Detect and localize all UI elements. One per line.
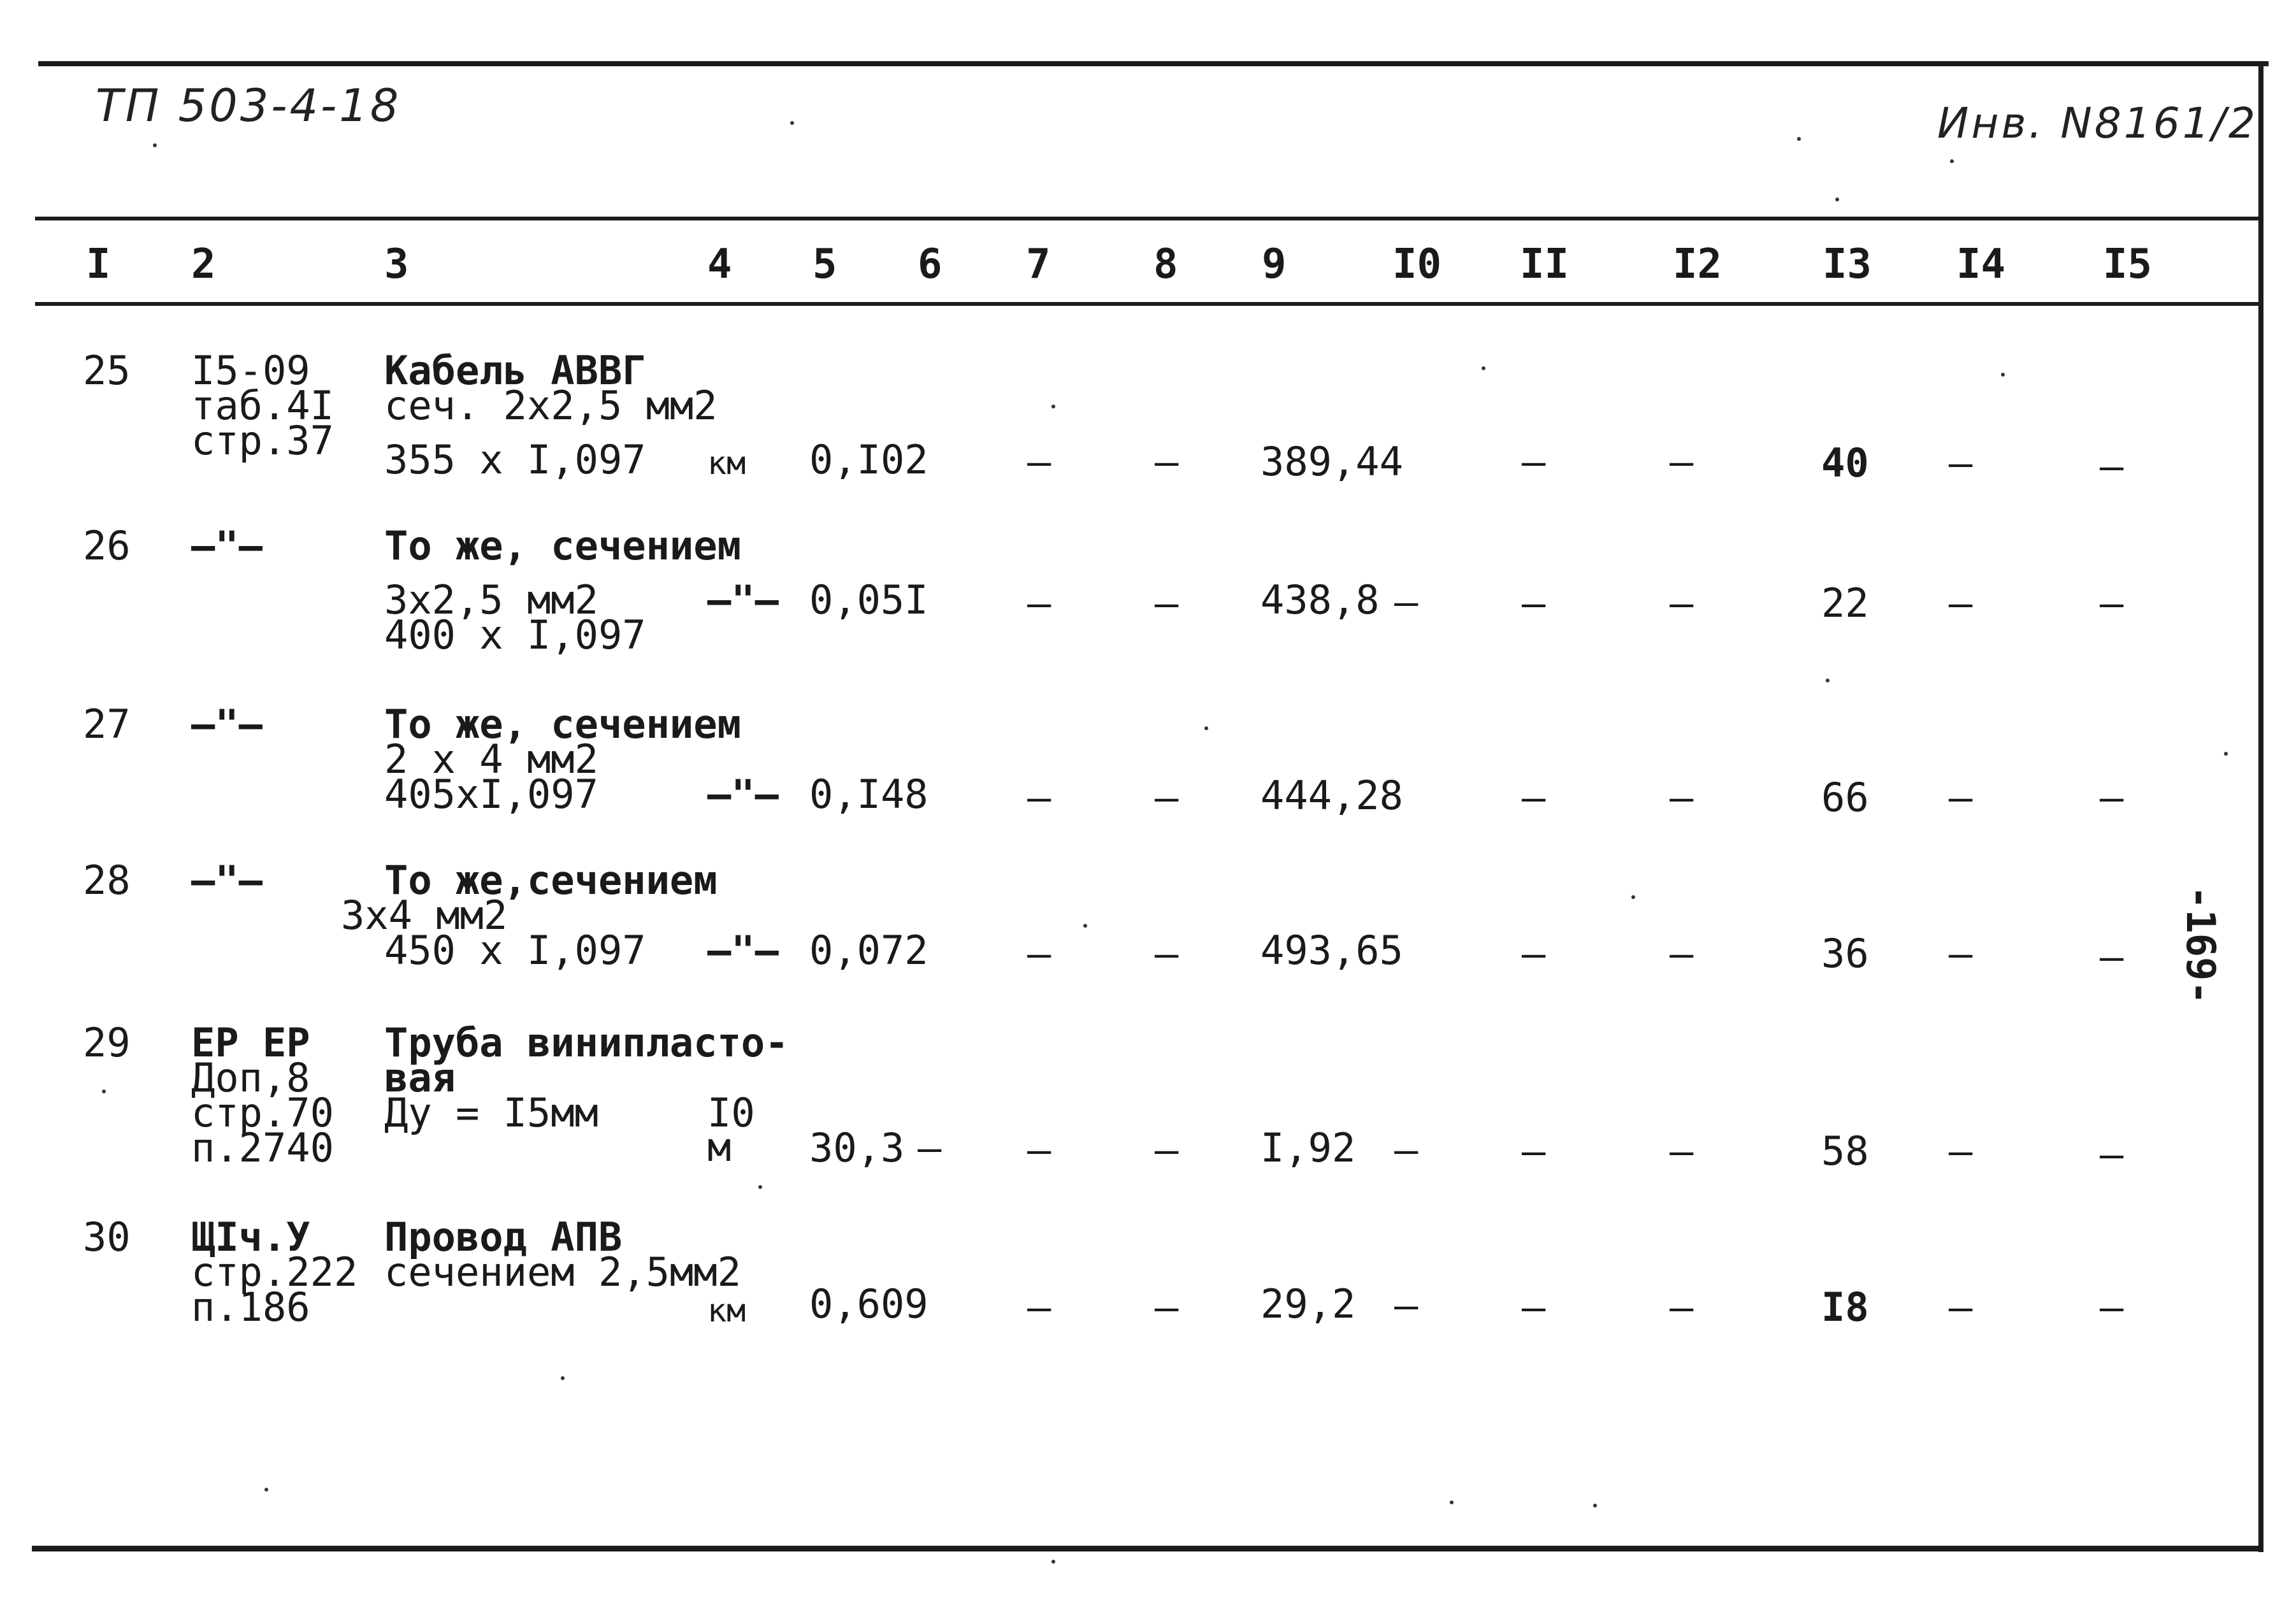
col14-value: –: [1949, 930, 1973, 977]
col13-value: 58: [1821, 1128, 1869, 1174]
description-line: сечением 2,5мм2: [384, 1249, 741, 1295]
row-number: 26: [83, 522, 131, 569]
col12-value: –: [1670, 774, 1694, 821]
scan-speck: [153, 143, 157, 147]
col-header: II: [1520, 241, 1570, 288]
description-line: То же, сечением: [384, 522, 741, 569]
col6-value: –: [918, 1125, 942, 1171]
unit: I0 м: [707, 1090, 755, 1170]
description-line: Ду = I5мм: [384, 1090, 598, 1136]
col14-value: –: [1949, 1284, 1973, 1330]
quantity: 0,609: [809, 1281, 928, 1327]
right-border: [2258, 61, 2264, 1552]
reference-line: стр.37: [191, 417, 334, 464]
scan-speck: [1631, 895, 1635, 899]
reference-line: –"–: [191, 857, 263, 903]
col13-value: I8: [1821, 1284, 1869, 1330]
description-line: вая: [384, 1054, 456, 1101]
reference-line: –"–: [191, 701, 263, 747]
scan-speck: [264, 1488, 268, 1492]
row-number: 29: [83, 1019, 131, 1066]
col9-value: I,92: [1260, 1125, 1356, 1171]
scan-speck: [1482, 366, 1485, 370]
col-header: I: [86, 241, 111, 288]
col10-value: –: [1394, 579, 1419, 625]
col8-value: –: [1155, 774, 1179, 821]
quantity: 0,I02: [809, 436, 928, 483]
col-header: I0: [1392, 241, 1442, 288]
col11-value: –: [1522, 1128, 1546, 1174]
col8-value: –: [1155, 1284, 1179, 1330]
col12-value: –: [1670, 1128, 1694, 1174]
scan-speck: [2224, 752, 2228, 756]
document-code: ТП 503-4-18: [96, 80, 401, 132]
description-line: 400 х I,097: [384, 612, 646, 658]
quantity: 0,072: [809, 927, 928, 974]
col10-value: –: [1394, 1126, 1419, 1173]
col15-value: –: [2100, 1284, 2124, 1330]
col11-value: –: [1522, 580, 1546, 626]
col15-value: –: [2100, 580, 2124, 626]
scan-speck: [758, 1185, 762, 1189]
description-line: 355 х I,097: [384, 436, 646, 483]
description-line: Труба винипласто-: [384, 1019, 789, 1066]
reference-line: –"–: [191, 522, 263, 569]
col13-value: 22: [1821, 580, 1869, 626]
col7-value: –: [1027, 930, 1051, 977]
description-line: Кабель АВВГ: [384, 347, 646, 394]
quantity: 0,05I: [809, 577, 928, 623]
reference-line: таб.4I: [191, 382, 334, 429]
col11-value: –: [1522, 774, 1546, 821]
reference-line: ЩIч.У: [191, 1214, 310, 1260]
description-line: 405хI,097: [384, 771, 598, 817]
col8-value: –: [1155, 438, 1179, 485]
unit: –"–: [707, 771, 779, 817]
scan-speck: [1051, 405, 1055, 408]
row-number: 27: [83, 701, 131, 747]
reference-line: I5-09: [191, 347, 310, 394]
row-number: 30: [83, 1214, 131, 1260]
page-number: -169-: [2177, 886, 2224, 1005]
col14-value: –: [1949, 440, 1973, 486]
scan-speck: [1450, 1500, 1454, 1504]
scan-speck: [1797, 137, 1801, 141]
col14-value: –: [1949, 774, 1973, 821]
col-header: I2: [1673, 241, 1722, 288]
top-border: [38, 61, 2269, 66]
col9-value: 438,8: [1260, 577, 1380, 623]
col-header: I5: [2103, 241, 2153, 288]
col9-value: 493,65: [1260, 927, 1403, 974]
col8-value: –: [1155, 1126, 1179, 1173]
scan-speck: [790, 121, 794, 125]
description-line: 2 х 4 мм2: [384, 736, 598, 782]
description-line: 450 х I,097: [384, 927, 646, 974]
col-header: I4: [1956, 241, 2006, 288]
col13-value: 66: [1821, 774, 1869, 821]
col-header: I3: [1823, 241, 1872, 288]
col11-value: –: [1522, 1284, 1546, 1330]
col15-value: –: [2100, 933, 2124, 980]
row-number: 25: [83, 347, 131, 394]
col12-value: –: [1670, 438, 1694, 485]
description-line: Провод АПВ: [384, 1214, 623, 1260]
quantity: 30,3: [809, 1125, 905, 1171]
scan-speck: [1204, 726, 1208, 730]
row-number: 28: [83, 857, 131, 903]
unit: км: [707, 445, 746, 482]
col9-value: 389,44: [1260, 438, 1403, 485]
scan-speck: [1593, 1504, 1597, 1507]
col9-value: 444,28: [1260, 772, 1403, 819]
reference-line: стр.70: [191, 1090, 334, 1136]
column-header-divider: [35, 302, 2259, 306]
col-header: 3: [384, 241, 409, 288]
description-line: То же, сечением: [384, 701, 741, 747]
col-header: 7: [1026, 241, 1051, 288]
col-header: 5: [812, 241, 837, 288]
description-line: 3х2,5 мм2: [384, 577, 598, 623]
scan-speck: [102, 1090, 106, 1093]
col13-value: 36: [1821, 930, 1869, 977]
description-line: сеч. 2х2,5 мм2: [384, 382, 718, 429]
col10-value: –: [1394, 1282, 1419, 1328]
unit: км: [707, 1292, 746, 1329]
scan-speck: [1083, 924, 1087, 928]
reference-line: стр.222: [191, 1249, 358, 1295]
col15-value: –: [2100, 443, 2124, 489]
description-line: То же,сечением: [384, 857, 718, 903]
col-header: 2: [191, 241, 216, 288]
scan-speck: [1950, 159, 1954, 163]
reference-line: ЕР ЕР: [191, 1019, 310, 1066]
col7-value: –: [1027, 580, 1051, 626]
header-divider: [35, 217, 2259, 220]
scan-speck: [1835, 198, 1839, 201]
col7-value: –: [1027, 1126, 1051, 1173]
reference-line: п.2740: [191, 1125, 334, 1171]
col7-value: –: [1027, 774, 1051, 821]
col-header: 6: [918, 241, 942, 288]
scan-speck: [2001, 373, 2005, 377]
col12-value: –: [1670, 580, 1694, 626]
col9-value: 29,2: [1260, 1281, 1356, 1327]
reference-line: п.186: [191, 1284, 310, 1330]
col7-value: –: [1027, 438, 1051, 485]
col13-value: 40: [1821, 440, 1869, 486]
bottom-border: [32, 1546, 2264, 1551]
col12-value: –: [1670, 1284, 1694, 1330]
col12-value: –: [1670, 930, 1694, 977]
col15-value: –: [2100, 1131, 2124, 1177]
quantity: 0,I48: [809, 771, 928, 817]
scan-speck: [1051, 1560, 1055, 1564]
col-header: 4: [707, 241, 732, 288]
col11-value: –: [1522, 438, 1546, 485]
col14-value: –: [1949, 1128, 1973, 1174]
col11-value: –: [1522, 930, 1546, 977]
unit: –"–: [707, 927, 779, 974]
col7-value: –: [1027, 1284, 1051, 1330]
col8-value: –: [1155, 930, 1179, 977]
col15-value: –: [2100, 774, 2124, 821]
col8-value: –: [1155, 580, 1179, 626]
inventory-number: Инв. N8161/2: [1937, 99, 2258, 148]
scan-speck: [1826, 679, 1830, 682]
scan-speck: [561, 1376, 565, 1380]
col14-value: –: [1949, 580, 1973, 626]
description-line: 3х4 мм2: [341, 892, 508, 939]
unit: –"–: [707, 577, 779, 623]
reference-line: Доп,8: [191, 1054, 310, 1101]
col-header: 9: [1262, 241, 1287, 288]
col-header: 8: [1153, 241, 1178, 288]
